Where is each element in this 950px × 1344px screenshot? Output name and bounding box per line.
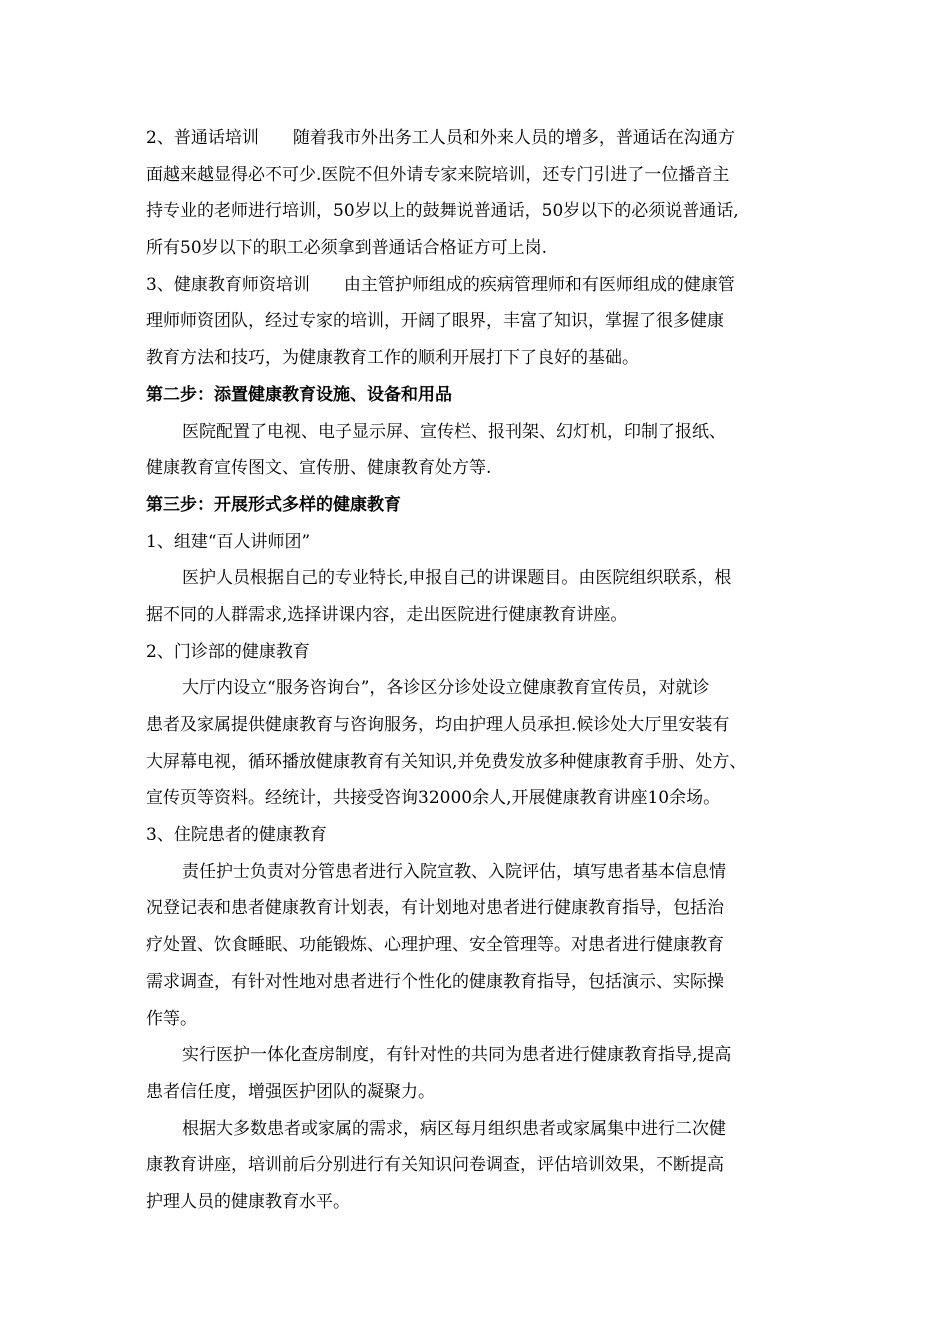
subheading: 3、住院患者的健康教育: [146, 825, 327, 846]
text-line: 疗处置、饮食睡眠、功能锻炼、心理护理、安全管理等。对患者进行健康教育: [146, 935, 724, 956]
subheading: 1、组建“百人讲师团”: [146, 531, 311, 552]
subheading: 2、门诊部的健康教育: [146, 641, 310, 662]
text-line: 医护人员根据自己的专业特长,申报自己的讲课题目。由医院组织联系，根: [182, 568, 732, 589]
text-line: 据不同的人群需求,选择讲课内容，走出医院进行健康教育讲座。: [146, 604, 628, 625]
text-line: 持专业的老师进行培训，50岁以上的鼓舞说普通话，50岁以下的必须说普通话,: [146, 201, 739, 222]
text-line: 患者及家属提供健康教育与咨询服务，均由护理人员承担.候诊处大厅里安装有: [146, 715, 730, 735]
text-line: 教育方法和技巧，为健康教育工作的顺利开展打下了良好的基础。: [146, 348, 639, 369]
text-line: 患者信任度，增强医护团队的凝聚力。: [146, 1081, 435, 1102]
text-line: 理师师资团队，经过专家的培训，开阔了眼界，丰富了知识，掌握了很多健康: [146, 311, 724, 332]
section-heading: 第二步：添置健康教育设施、设备和用品: [146, 384, 452, 405]
text-line: 所有50岁以下的职工必须拿到普通话合格证方可上岗.: [146, 238, 548, 259]
text-line: 医院配置了电视、电子显示屏、宣传栏、报刊架、幻灯机，印制了报纸、: [182, 421, 726, 442]
text-line: 作等。: [146, 1008, 197, 1029]
text-line: 需求调查，有针对性地对患者进行个性化的健康教育指导，包括演示、实际操: [146, 971, 724, 992]
text-line: 护理人员的健康教育水平。: [146, 1191, 350, 1212]
text-line: 宣传页等资料。经统计，共接受咨询32000余人,开展健康教育讲座10余场。: [146, 788, 721, 809]
text-line: 责任护士负责对分管患者进行入院宣教、入院评估，填写患者基本信息情: [182, 861, 726, 882]
text-line: 大厅内设立“服务咨询台”，各诊区分诊处设立健康教育宣传员，对就诊: [182, 678, 710, 699]
text-line: 根据大多数患者或家属的需求，病区每月组织患者或家属集中进行二次健: [182, 1118, 726, 1139]
text-line: 健康教育宣传图文、宣传册、健康教育处方等.: [146, 458, 492, 479]
document-page: [146, 120, 818, 1221]
text-line: 面越来越显得必不可少.医院不但外请专家来院培训，还专门引进了一位播音主: [146, 164, 730, 185]
text-line: 康教育讲座，培训前后分别进行有关知识问卷调查，评估培训效果，不断提高: [146, 1155, 724, 1176]
text-line: 2、普通话培训 随着我市外出务工人员和外来人员的增多，普通话在沟通方: [146, 128, 735, 148]
text-line: 况登记表和患者健康教育计划表，有计划地对患者进行健康教育指导，包括治: [146, 898, 724, 919]
section-heading: 第三步：开展形式多样的健康教育: [146, 494, 401, 515]
text-line: 实行医护一体化查房制度，有针对性的共同为患者进行健康教育指导,提高: [182, 1045, 732, 1066]
text-line: 大屏幕电视，循环播放健康教育有关知识,并免费发放多种健康教育手册、处方、: [146, 751, 747, 772]
text-line: 3、健康教育师资培训 由主管护师组成的疾病管理师和有医师组成的健康管: [146, 274, 735, 295]
